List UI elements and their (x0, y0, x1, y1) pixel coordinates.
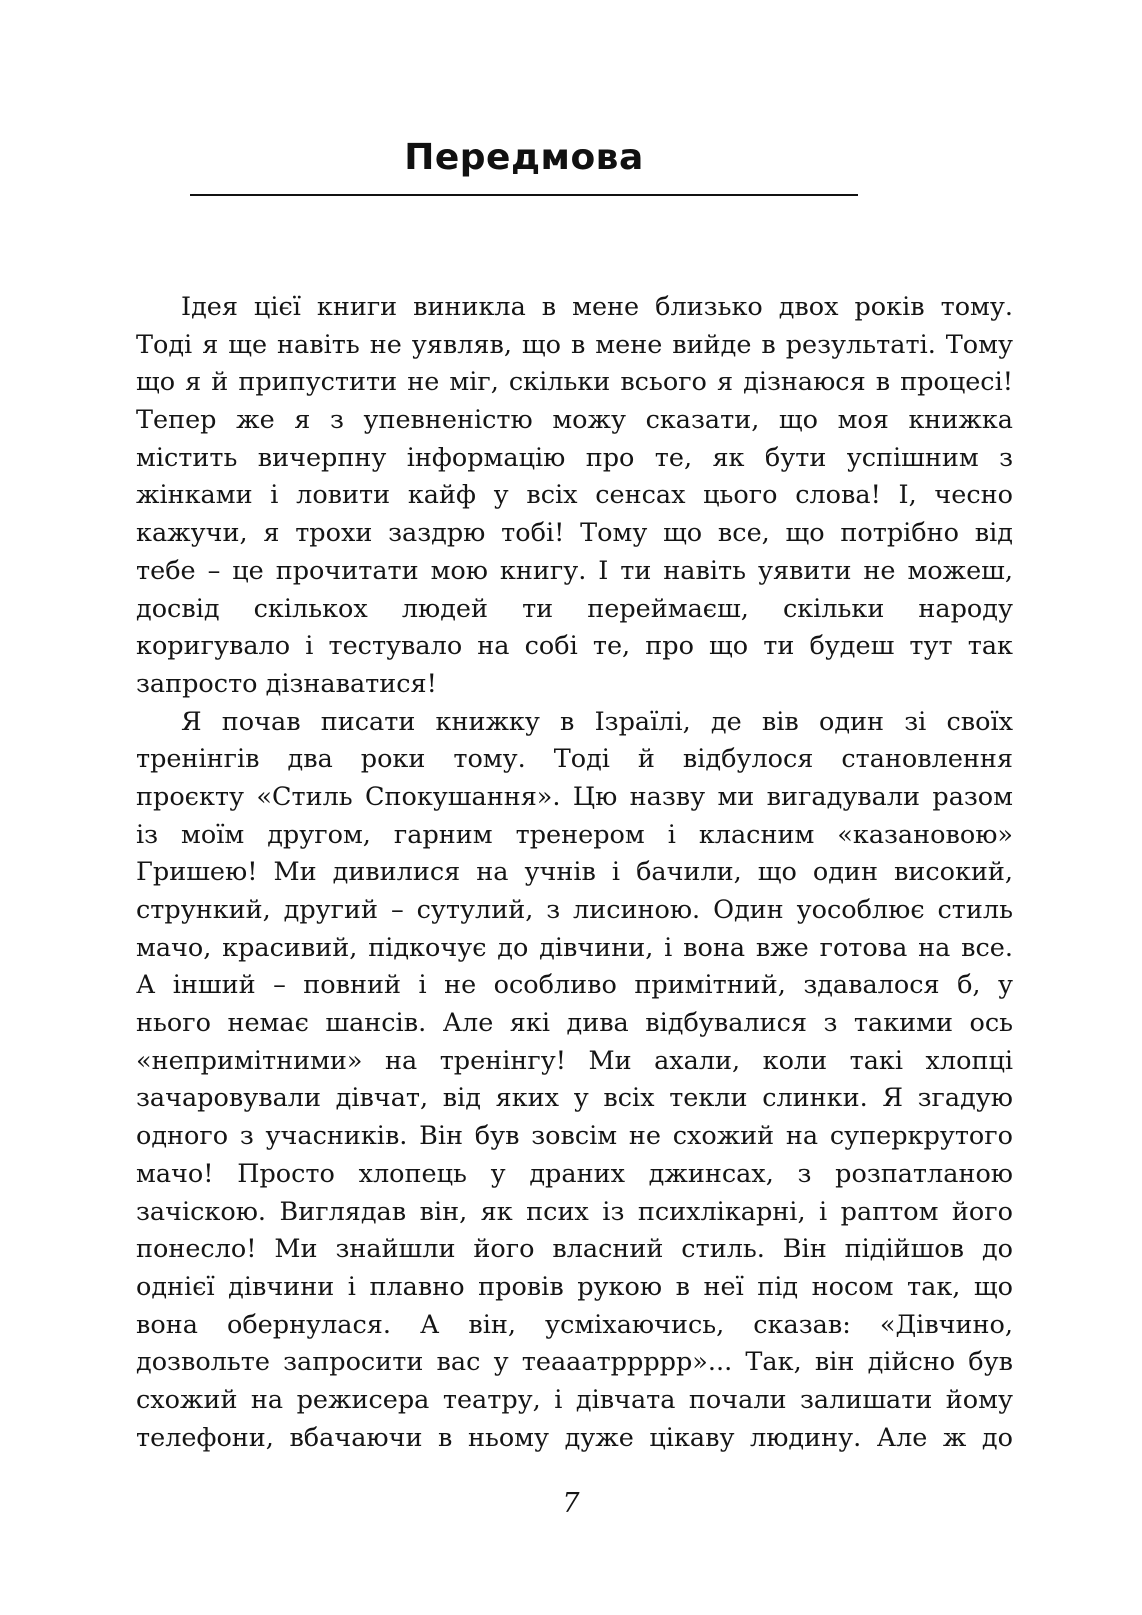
text-line: мачо, красивий, підкочує до дівчини, і вона вже готова на все. (136, 932, 1013, 963)
text-line: тебе – це прочитати мою книгу. І ти навіть уявити не можеш, (136, 555, 1013, 586)
text-line: понесло! Ми знайшли його власний стиль. Він підійшов до (136, 1234, 1013, 1265)
text-line: зачіскою. Виглядав він, як псих із психлікарні, і раптом його (136, 1196, 1013, 1227)
text-line: коригувало і тестувало на собі те, про що ти будеш тут так (136, 631, 1013, 662)
text-line: запросто дізнаватися! (136, 668, 437, 699)
text-line: Гришею! Ми дивилися на учнів і бачили, що один високий, (136, 857, 1013, 888)
text-line: мачо! Просто хлопець у драних джинсах, з розпатланою (136, 1158, 1013, 1189)
text-line: містить вичерпну інформацію про те, як бути успішним з (136, 442, 1013, 473)
text-line: Тепер же я з упевненістю можу сказати, що моя книжка (136, 405, 1013, 436)
text-line: нього немає шансів. Але які дива відбувалися з такими ось (136, 1008, 1013, 1039)
text-line: стрункий, другий – сутулий, з лисиною. Один уособлює стиль (136, 895, 1013, 925)
chapter-title: Передмова (404, 137, 644, 178)
text-line: «непримітними» на тренінгу! Ми ахали, коли такі хлопці (136, 1045, 1013, 1076)
text-line: Тоді я ще навіть не уявляв, що в мене вийде в результаті. Тому (136, 329, 1013, 360)
text-line: схожий на режисера театру, і дівчата почали залишати йому (136, 1384, 1013, 1415)
text-line: Ідея цієї книги виникла в мене близько двох років тому. (181, 292, 1013, 322)
text-line: телефони, вбачаючи в ньому дуже цікаву людину. Але ж до (136, 1422, 1013, 1453)
page-number: 7 (562, 1488, 580, 1519)
text-line: А інший – повний і не особливо примітний, здавалося б, у (136, 970, 1013, 1001)
text-line: що я й припустити не міг, скільки всього я дізнаюся в процесі! (136, 367, 1013, 398)
paragraph (136, 289, 1013, 704)
text-line: дозвольте запросити вас у теааатррррр»... Так, він дійсно був (136, 1347, 1013, 1378)
text-line: тренінгів два роки тому. Тоді й відбулося становлення (136, 744, 1013, 775)
paragraph (136, 704, 1013, 1458)
text-line: одного з учасників. Він був зовсім не схожий на суперкрутого (136, 1121, 1013, 1152)
text-line: зачаровували дівчат, від яких у всіх текли слинки. Я згадую (136, 1083, 1013, 1114)
text-line: досвід скількох людей ти переймаєш, скільки народу (136, 593, 1013, 624)
body-text (136, 289, 1013, 1457)
text-line: вона обернулася. А він, усміхаючись, сказав: «Дівчино, (136, 1309, 1013, 1340)
text-line: кажучи, я трохи заздрю тобі! Тому що все, що потрібно від (136, 518, 1013, 549)
text-line: із моїм другом, гарним тренером і класним «казановою» (136, 819, 1013, 850)
text-line: однієї дівчини і плавно провів рукою в неї під носом так, що (136, 1271, 1013, 1302)
text-line: Я почав писати книжку в Ізраїлі, де вів один зі своїх (181, 706, 1013, 737)
text-line: проєкту «Стиль Спокушання». Цю назву ми вигадували разом (136, 781, 1013, 812)
title-underline (190, 194, 858, 196)
text-line: жінками і ловити кайф у всіх сенсах цього слова! І, чесно (136, 480, 1013, 511)
